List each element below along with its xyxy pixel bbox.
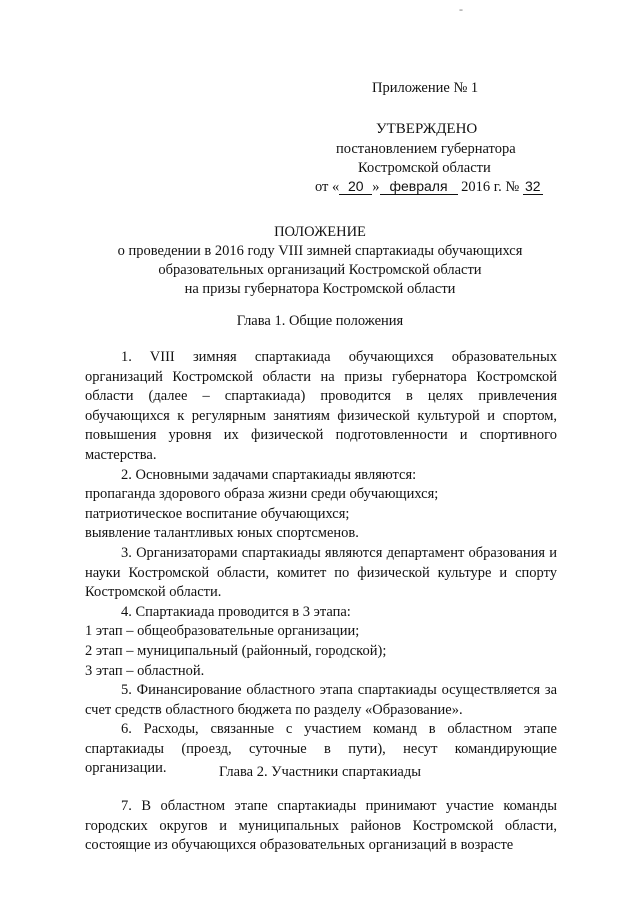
stage-2: 2 этап – муниципальный (районный, городской); [85, 642, 387, 659]
date-day: 20 [339, 179, 372, 195]
paragraph-2: 2. Основными задачами спартакиады являются: [121, 466, 417, 483]
paragraph-7: 7. В областном этапе спартакиады принимают участие команды городских округов и муниципальных районов Костромской области, состоящие из обучающихся образовательных организаций в возрасте [85, 798, 557, 854]
chapter-2-heading: Глава 2. Участники спартакиады [219, 764, 421, 780]
paragraph-4: 4. Спартакиада проводится в 3 этапа: [121, 603, 351, 620]
paragraph-1: 1. VIII зимняя спартакиада обучающихся образовательных организаций Костромской области на призы губернатора Костромской области (далее – спартакиада) проводится в целях привлечения обучающихся к регулярным занятиям физической культурой и спортом, повышения уровня их физической подготовленности и спортивного мастерства. [85, 349, 557, 463]
task-1: пропаганда здорового образа жизни среди обучающихся; [85, 486, 439, 503]
date-line [315, 178, 543, 197]
appendix-label: Приложение № 1 [372, 80, 479, 96]
title-line-1: о проведении в 2016 году VIII зимней спартакиады обучающихся [117, 243, 523, 259]
chapter-1-heading: Глава 1. Общие положения [236, 313, 404, 329]
date-from-label: от « [315, 179, 340, 195]
title-line-3: на призы губернатора Костромской области [184, 281, 456, 297]
approved-by-line: постановлением губернатора [336, 141, 516, 157]
document-number: 32 [523, 179, 543, 195]
date-quote-close: » [372, 179, 380, 195]
region-line: Костромской области [358, 160, 491, 176]
task-2: патриотическое воспитание обучающихся; [85, 505, 350, 522]
paragraph-3: 3. Организаторами спартакиады являются департамент образования и науки Костромской области, комитет по физической культуре и спорту Костромской области. [85, 544, 557, 601]
approved-label: УТВЕРЖДЕНО [376, 121, 478, 137]
paragraph-5: 5. Финансирование областного этапа спартакиады осуществляется за счет средств областного бюджета по разделу «Образование». [85, 682, 557, 718]
stage-1: 1 этап – общеобразовательные организации; [85, 623, 360, 640]
document-title [60, 223, 580, 299]
title-line-2: образовательных организаций Костромской области [158, 262, 482, 278]
title-main: ПОЛОЖЕНИЕ [274, 224, 366, 240]
chapter-2-body [85, 797, 557, 856]
number-label: № [505, 179, 523, 195]
chapter-1-body [85, 348, 557, 779]
date-year: 2016 г. [457, 179, 506, 195]
stage-3: 3 этап – областной. [85, 662, 205, 679]
page-mark: - [459, 2, 463, 16]
task-3: выявление талантливых юных спортсменов. [85, 525, 359, 542]
date-month: февраля [380, 179, 458, 195]
paragraph-6: 6. Расходы, связанные с участием команд в областном этапе спартакиады (проезд, суточные в пути), несут командирующие организации. [85, 721, 557, 777]
